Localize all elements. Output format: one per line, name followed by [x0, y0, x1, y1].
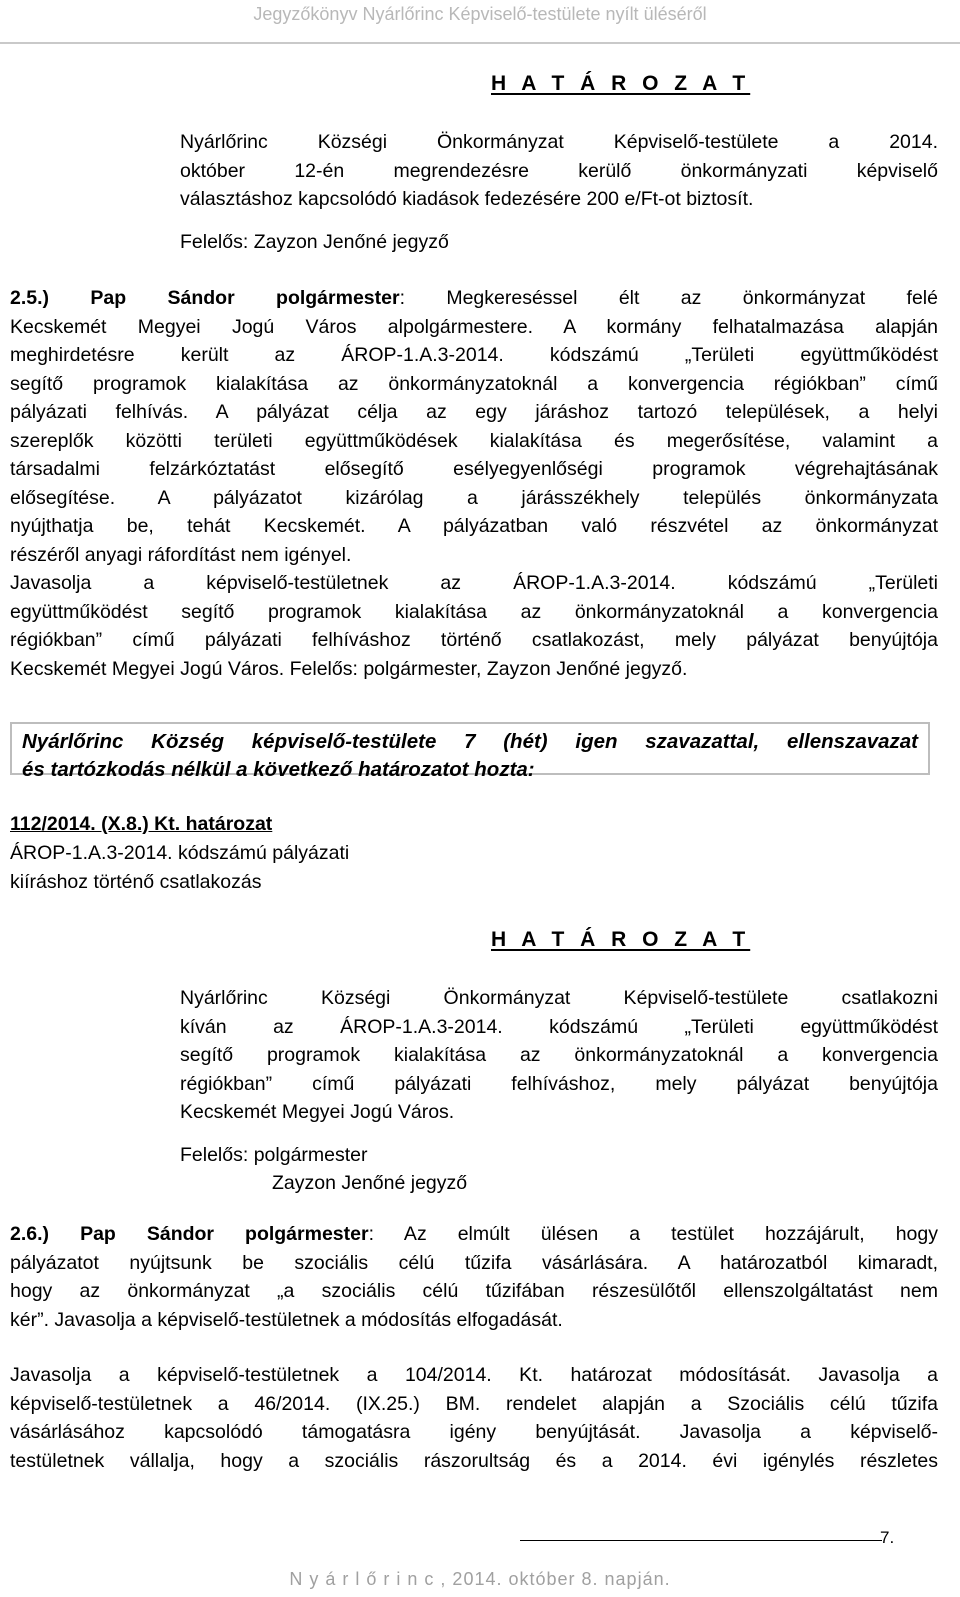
resolution-text-2 — [180, 984, 938, 1198]
responsible-line: Felelős: Zayzon Jenőné jegyző — [180, 230, 449, 253]
section-number: 2.5.) — [10, 287, 50, 309]
text-line: Nyárlőrinc Községi Önkormányzat Képviselő-testülete csatlakozni — [180, 987, 938, 1009]
text-line: régiókban” című pályázati felhíváshoz, mely pályázat benyújtója — [180, 1072, 938, 1095]
page-number: 7. — [880, 1528, 895, 1547]
speaker: Pap Sándor polgármester — [80, 1223, 369, 1245]
resolution-text-1 — [180, 128, 938, 256]
text-line: pályázati felhívás. A pályázat célja az egy járáshoz tartozó települések, a helyi — [10, 401, 938, 423]
text-line: segítő programok kialakítása az önkormányzatoknál a konvergencia régiókban” című — [10, 372, 938, 395]
text-line: Javasolja a képviselő-testületnek a 104/2014. Kt. határozat módosítását. Javasolja a — [10, 1364, 938, 1386]
text-line: társadalmi felzárkóztatást elősegítő esélyegyenlőségi programok végrehajtásának — [10, 458, 938, 480]
vote-box — [10, 722, 930, 781]
vote-line: Nyárlőrinc Község képviselő-testülete 7 (hét) igen szavazattal, ellenszavazat — [22, 730, 918, 753]
hatarozat-heading: H A T Á R O Z A T — [491, 72, 751, 95]
document-footer: N y á r l ő r i n c , 2014. október 8. napján. — [289, 1569, 671, 1589]
resolution-subject: ÁROP-1.A.3-2014. kódszámú pályázati — [10, 842, 350, 864]
text-line: választáshoz kapcsolódó kiadások fedezésére 200 e/Ft-ot biztosít. — [180, 188, 754, 210]
text-line: Kecskemét Megyei Jogú Város. — [180, 1101, 455, 1123]
text-line: vásárlásához kapcsolódó támogatásra igény benyújtását. Javasolja a képviselő- — [10, 1421, 938, 1443]
text-line: részéről anyagi ráfordítást nem igényel. — [10, 543, 352, 566]
section-number: 2.6.) — [10, 1223, 50, 1245]
text-line: elősegítése. A pályázatot kizárólag a járásszékhely település önkormányzata — [10, 486, 938, 509]
text-line: képviselő-testületnek a 46/2014. (IX.25.) BM. rendelet alapján a Szociális célú tűzifa — [10, 1392, 938, 1415]
resolution-subject: kiíráshoz történő csatlakozás — [10, 871, 262, 893]
text-line: együttműködést segítő programok kialakítása az önkormányzatoknál a konvergencia — [10, 600, 938, 623]
text-line: testületnek vállalja, hogy a szociális rászorultság és a 2014. évi igénylés részletes — [10, 1449, 938, 1472]
text-line: nyújthatja be, tehát Kecskemét. A pályázatban való részvétel az önkormányzat — [10, 515, 938, 537]
text-line: régiókban” című pályázati felhíváshoz történő csatlakozást, mely pályázat benyújtója — [10, 629, 938, 651]
text-line: Nyárlőrinc Községi Önkormányzat Képviselő-testülete a 2014. — [180, 131, 938, 153]
text-line: segítő programok kialakítása az önkormányzatoknál a konvergencia — [180, 1044, 938, 1066]
text-line: Javasolja a képviselő-testületnek az ÁROP-1.A.3-2014. kódszámú „Területi — [10, 572, 938, 594]
text-line: hogy az önkormányzat „a szociális célú tűzifában részesülőtől ellenszolgáltatást nem — [10, 1280, 938, 1302]
header-divider — [0, 42, 960, 44]
vote-line: és tartózkodás nélkül a következő határozatot hozta: — [22, 758, 535, 781]
page-number-rule — [520, 1540, 882, 1541]
hatarozat-heading: H A T Á R O Z A T — [491, 928, 751, 951]
text-line: kér”. Javasolja a képviselő-testületnek a módosítás elfogadását. — [10, 1308, 563, 1331]
resolution-number: 112/2014. (X.8.) Kt. határozat — [10, 813, 273, 835]
resolution-title — [10, 810, 610, 897]
text-line: október 12-én megrendezésre kerülő önkormányzati képviselő — [180, 159, 938, 182]
text-line: meghirdetésre került az ÁROP-1.A.3-2014. kódszámú „Területi együttműködést — [10, 344, 938, 366]
speaker: Pap Sándor polgármester — [90, 287, 400, 309]
text-line: Kecskemét Megyei Jogú Város alpolgármestere. A kormány felhatalmazása alapján — [10, 315, 938, 338]
responsible-line: Felelős: polgármester — [180, 1143, 368, 1166]
document-header: Jegyzőkönyv Nyárlőrinc Képviselő-testülete nyílt üléséről — [253, 4, 707, 24]
text-line: kíván az ÁROP-1.A.3-2014. kódszámú „Területi együttműködést — [180, 1015, 938, 1038]
section-2-6: 2.6.) Pap Sándor polgármester: Az elmúlt ülésen a testület hozzájárult, hogy pályázatot nyújtsunk be szociális célú tűzifa vásárlására. A határozatból kimaradt, hogy az önkormányzat „a szociális célú tűzifában részesülőtől ellenszolgáltatást nem kér”. Javasolja a képviselő-testületnek a módosítás elfogadását. Javasolja a képviselő-testületnek a 104/2014. Kt. határozat módosítását. Javasolja a képviselő-testületnek a 46/2014. (IX.25.) BM. rendelet alapján a Szociális célú tűzifa vásárlásához kapcsolódó támogatásra igény benyújtását. Javasolja a képviselő- testületnek vállalja, hogy a szociális rászorultság és a 2014. évi igénylés részletes — [10, 1220, 938, 1475]
text-line: pályázatot nyújtsunk be szociális célú tűzifa vásárlására. A határozatból kimaradt, — [10, 1251, 938, 1274]
responsible-line: Zayzon Jenőné jegyző — [272, 1172, 468, 1194]
section-2-5: 2.5.) Pap Sándor polgármester: Megkereséssel élt az önkormányzat felé Kecskemét Megyei Jogú Város alpolgármestere. A kormány felhatalmazása alapján meghirdetésre került az ÁROP-1.A.3-2014. kódszámú „Területi együttműködést segítő programok kialakítása az önkormányzatoknál a konvergencia régiókban” című pályázati felhívás. A pályázat célja az egy járáshoz tartozó települések, a helyi szereplők közötti területi együttműködések kialakítása és megerősítése, valamint a társadalmi felzárkóztatást elősegítő esélyegyenlőségi programok végrehajtásának elősegítése. A pályázatot kizárólag a járásszékhely település önkormányzata nyújthatja be, tehát Kecskemét. A pályázatban való részvétel az önkormányzat részéről anyagi ráfordítást nem igényel. Javasolja a képviselő-testületnek az ÁROP-1.A.3-2014. kódszámú „Területi együttműködést segítő programok kialakítása az önkormányzatoknál a konvergencia régiókban” című pályázati felhíváshoz történő csatlakozást, mely pályázat benyújtója Kecskemét Megyei Jogú Város. Felelős: polgármester, Zayzon Jenőné jegyző. — [10, 284, 938, 683]
text-line: Kecskemét Megyei Jogú Város. Felelős: polgármester, Zayzon Jenőné jegyző. — [10, 657, 688, 680]
text-line: szereplők közötti területi együttműködések kialakítása és megerősítése, valamint a — [10, 429, 938, 452]
